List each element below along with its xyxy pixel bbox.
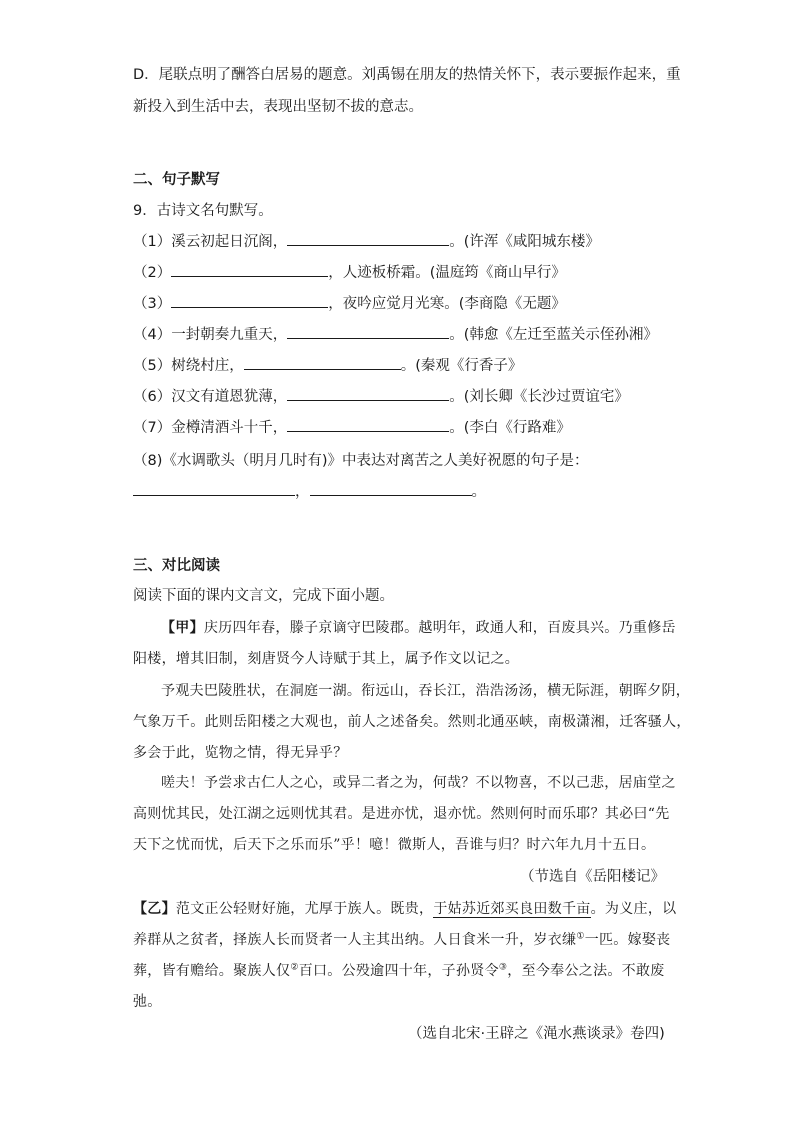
footnote-marker: ② — [290, 962, 299, 973]
underlined-sentence: 于姑苏近郊买良田数千亩 — [433, 901, 591, 917]
reading-instruction: 阅读下面的课内文言文，完成下面小题。 — [133, 588, 394, 604]
answer-blank[interactable] — [171, 293, 328, 308]
item-source: 。(许浑《咸阳城东楼》 — [449, 234, 600, 250]
section-heading: 三、对比阅读 — [133, 558, 220, 574]
passage-jia-line: 嗟夫！予尝求古仁人之心，或异二者之为，何哉？不以物喜，不以己悲，居庙堂之 — [161, 775, 676, 791]
passage-jia-source: （节选自《岳阳楼记》 — [520, 869, 665, 885]
answer-blank[interactable] — [287, 324, 449, 339]
answer-blank[interactable] — [287, 231, 449, 246]
item-prompt: （2） — [133, 265, 172, 281]
passage-jia-line: 气象万千。此则岳阳楼之大观也，前人之述备矣。然则北通巫峡，南极潇湘，迁客骚人， — [133, 714, 691, 730]
question-title: 9．古诗文名句默写。 — [133, 203, 273, 219]
footnote-marker: ③ — [498, 962, 508, 973]
passage-jia-line: 天下之忧而忧，后天下之乐而乐”乎！噫！微斯人，吾谁与归？时六年九月十五日。 — [133, 837, 656, 853]
item-prompt: （7）金樽清酒斗十千， — [133, 420, 288, 436]
answer-blank[interactable] — [171, 262, 328, 277]
dictation-item — [133, 231, 600, 253]
passage-jia-line: 予观夫巴陵胜状，在洞庭一湖。衔远山，吞长江，浩浩汤汤，横无际涯，朝晖夕阴， — [161, 683, 691, 699]
passage-tag: 【乙】 — [133, 901, 176, 917]
passage-text: 。为义庄，以 — [590, 901, 677, 917]
passage-jia-line — [133, 617, 676, 639]
item-prompt: （3） — [133, 296, 172, 312]
item-prompt: （4）一封朝奏九重天， — [133, 327, 288, 343]
passage-yi-line — [133, 960, 663, 982]
footnote-marker: ① — [576, 931, 585, 942]
passage-yi-line — [133, 929, 671, 951]
passage-text: 百口。公殁逾四十年，子孙贤令 — [298, 963, 499, 979]
item-source: ，人迹板桥霜。(温庭筠《商山早行》 — [328, 265, 566, 281]
passage-text: ，至今奉公之法。不敢废 — [507, 963, 665, 979]
item-source: 。(韩愈《左迁至蓝关示侄孙湘》 — [449, 327, 658, 343]
passage-text: 一匹。嫁娶丧 — [584, 932, 671, 948]
passage-yi-source: （选自北宋·王辟之《渑水燕谈录》卷四) — [408, 1026, 665, 1042]
item-prompt: （6）汉文有道恩犹薄， — [133, 389, 288, 405]
dictation-item — [133, 355, 522, 377]
passage-text: 庆历四年春，滕子京谪守巴陵郡。越明年，政通人和，百废具兴。乃重修岳 — [203, 620, 676, 636]
separator: ， — [295, 484, 310, 500]
passage-jia-line: 多会于此，览物之情，得无异乎？ — [133, 745, 348, 761]
item-prompt: （5）树绕村庄， — [133, 358, 244, 374]
option-d-line-2: 新投入到生活中去，表现出坚韧不拔的意志。 — [133, 99, 423, 115]
answer-blank[interactable] — [244, 355, 401, 370]
end-mark: 。 — [471, 484, 486, 500]
answer-blank[interactable] — [287, 386, 449, 401]
passage-yi-line: 弛。 — [133, 994, 162, 1010]
passage-text: 范文正公轻财好施，尤厚于族人。既贵， — [175, 901, 434, 917]
dictation-item — [133, 262, 566, 284]
item-source: ，夜吟应觉月光寒。(李商隐《无题》 — [328, 296, 566, 312]
answer-blank[interactable] — [310, 481, 472, 496]
dictation-item — [133, 324, 658, 346]
passage-tag: 【甲】 — [161, 620, 204, 636]
item-prompt: （1）溪云初起日沉阁， — [133, 234, 288, 250]
dictation-item — [133, 417, 571, 439]
section-heading: 二、句子默写 — [133, 172, 220, 188]
answer-blank[interactable] — [287, 417, 449, 432]
dictation-item-8-prompt: （8)《水调歌头（明月几时有)》中表达对离苦之人美好祝愿的句子是： — [133, 453, 589, 469]
passage-text: 葬，皆有赡给。聚族人仅 — [133, 963, 291, 979]
item-source: 。(秦观《行香子》 — [400, 358, 523, 374]
passage-yi-line — [133, 898, 677, 920]
item-source: 。(刘长卿《长沙过贾谊宅》 — [449, 389, 629, 405]
dictation-item-8-answers — [133, 481, 486, 503]
item-source: 。(李白《行路难》 — [449, 420, 571, 436]
answer-blank[interactable] — [133, 481, 295, 496]
passage-jia-line: 阳楼，增其旧制，刻唐贤今人诗赋于其上，属予作文以记之。 — [133, 651, 520, 667]
option-d-line-1: D．尾联点明了酬答白居易的题意。刘禹锡在朋友的热情关怀下，表示要振作起来，重 — [133, 67, 681, 83]
dictation-item — [133, 293, 566, 315]
passage-jia-line: 高则忧其民，处江湖之远则忧其君。是进亦忧，退亦忧。然则何时而乐耶？其必曰“先 — [133, 806, 670, 822]
dictation-item — [133, 386, 629, 408]
passage-text: 养群从之贫者，择族人长而贤者一人主其出纳。人日食米一升，岁衣缣 — [133, 932, 577, 948]
